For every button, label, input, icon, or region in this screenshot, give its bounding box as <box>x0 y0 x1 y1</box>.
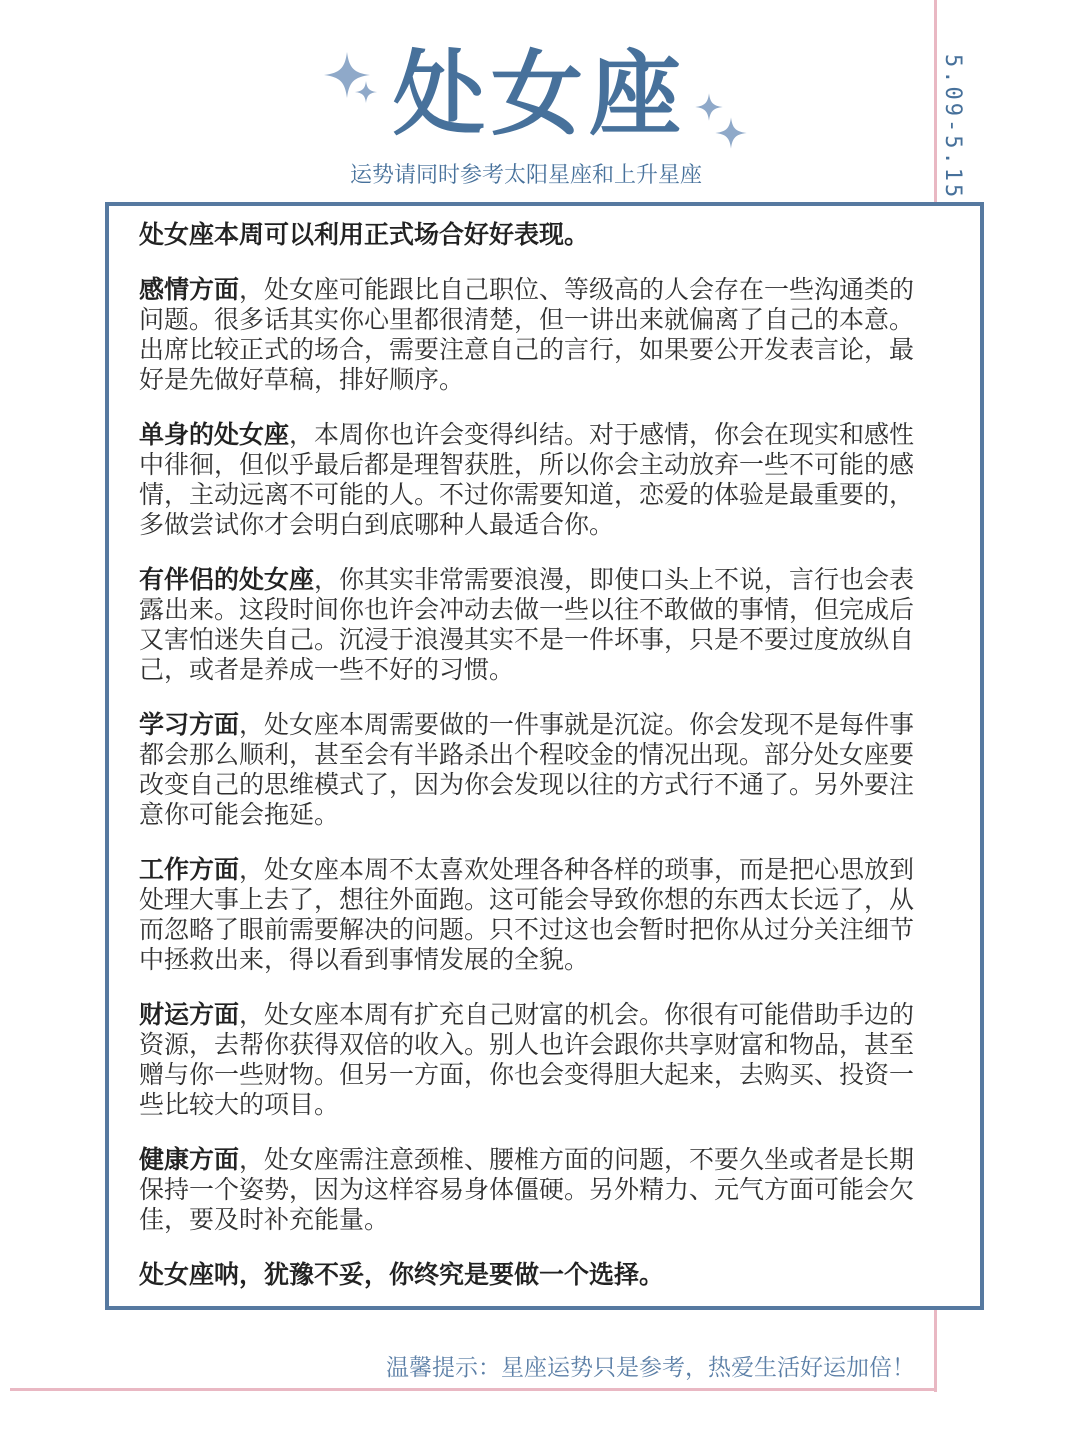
paragraph-text: ，处女座本周不太喜欢处理各种各样的琐事，而是把心思放到处理大事上去了，想往外面跑。这可能会导致你想的东西太长远了，从而忽略了眼前需要解决的问题。只不过这也会暂时把你从过分关注细节中拯救出来，得以看到事情发展的全貌。 <box>139 855 915 974</box>
paragraph-heading: 工作方面 <box>139 855 240 884</box>
footer-tip: 温馨提示：星座运势只是参考，热爱生活好运加倍！ <box>386 1355 915 1381</box>
paragraph-wealth <box>139 1000 919 1120</box>
paragraph-work <box>139 855 919 975</box>
page-subtitle: 运势请同时参考太阳星座和上升星座 <box>349 163 702 188</box>
paragraph-heading: 学习方面 <box>139 710 240 739</box>
paragraph-text: ，处女座需注意颈椎、腰椎方面的问题，不要久坐或者是长期保持一个姿势，因为这样容易身体僵硬。另外精力、元气方面可能会欠佳，要及时补充能量。 <box>139 1145 915 1234</box>
paragraph-text: ，处女座本周需要做的一件事就是沉淀。你会发现不是每件事都会那么顺利，甚至会有半路杀出个程咬金的情况出现。部分处女座要改变自己的思维模式了，因为你会发现以往的方式行不通了。另外要注意你可能会拖延。 <box>139 710 915 829</box>
paragraph-text: ，本周你也许会变得纠结。对于感情，你会在现实和感性中徘徊，但似乎最后都是理智获胜，所以你会主动放弃一些不可能的感情，主动远离不可能的人。不过你需要知道，恋爱的体验是最重要的，多做尝试你才会明白到底哪种人最适合你。 <box>139 420 915 539</box>
paragraph-love <box>139 275 919 395</box>
paragraph-heading: 健康方面 <box>139 1145 240 1174</box>
paragraph-text: ，处女座本周有扩充自己财富的机会。你很有可能借助手边的资源，去帮你获得双倍的收入。别人也许会跟你共享财富和物品，甚至赠与你一些财物。但另一方面，你也会变得胆大起来，去购买、投资一些比较大的项目。 <box>139 1000 915 1119</box>
content-frame <box>105 202 984 1310</box>
pink-horizontal-line <box>10 1388 937 1391</box>
paragraph-single <box>139 420 919 540</box>
date-range: 5.09-5.15 <box>940 54 965 201</box>
paragraph-heading: 单身的处女座 <box>139 420 290 449</box>
paragraph-heading: 感情方面 <box>139 275 240 304</box>
intro-line: 处女座本周可以利用正式场合好好表现。 <box>139 220 590 249</box>
paragraph-partnered <box>139 565 919 685</box>
paragraph-text: ，你其实非常需要浪漫，即使口头上不说，言行也会表露出来。这段时间你也许会冲动去做一些以往不敢做的事情，但完成后又害怕迷失自己。沉浸于浪漫其实不是一件坏事，只是不要过度放纵自己，或者是养成一些不好的习惯。 <box>139 565 915 684</box>
page-title: 处女座 <box>392 41 687 148</box>
paragraph-text: ，处女座可能跟比自己职位、等级高的人会存在一些沟通类的问题。很多话其实你心里都很清楚，但一讲出来就偏离了自己的本意。出席比较正式的场合，需要注意自己的言行，如果要公开发表言论，最好是先做好草稿，排好顺序。 <box>139 275 915 394</box>
paragraph-health <box>139 1145 919 1235</box>
paragraph-heading: 有伴侣的处女座 <box>139 565 315 594</box>
closing-line: 处女座呐，犹豫不妥，你终究是要做一个选择。 <box>139 1260 665 1289</box>
article-body <box>139 220 919 1315</box>
paragraph-study <box>139 710 919 830</box>
paragraph-heading: 财运方面 <box>139 1000 240 1029</box>
